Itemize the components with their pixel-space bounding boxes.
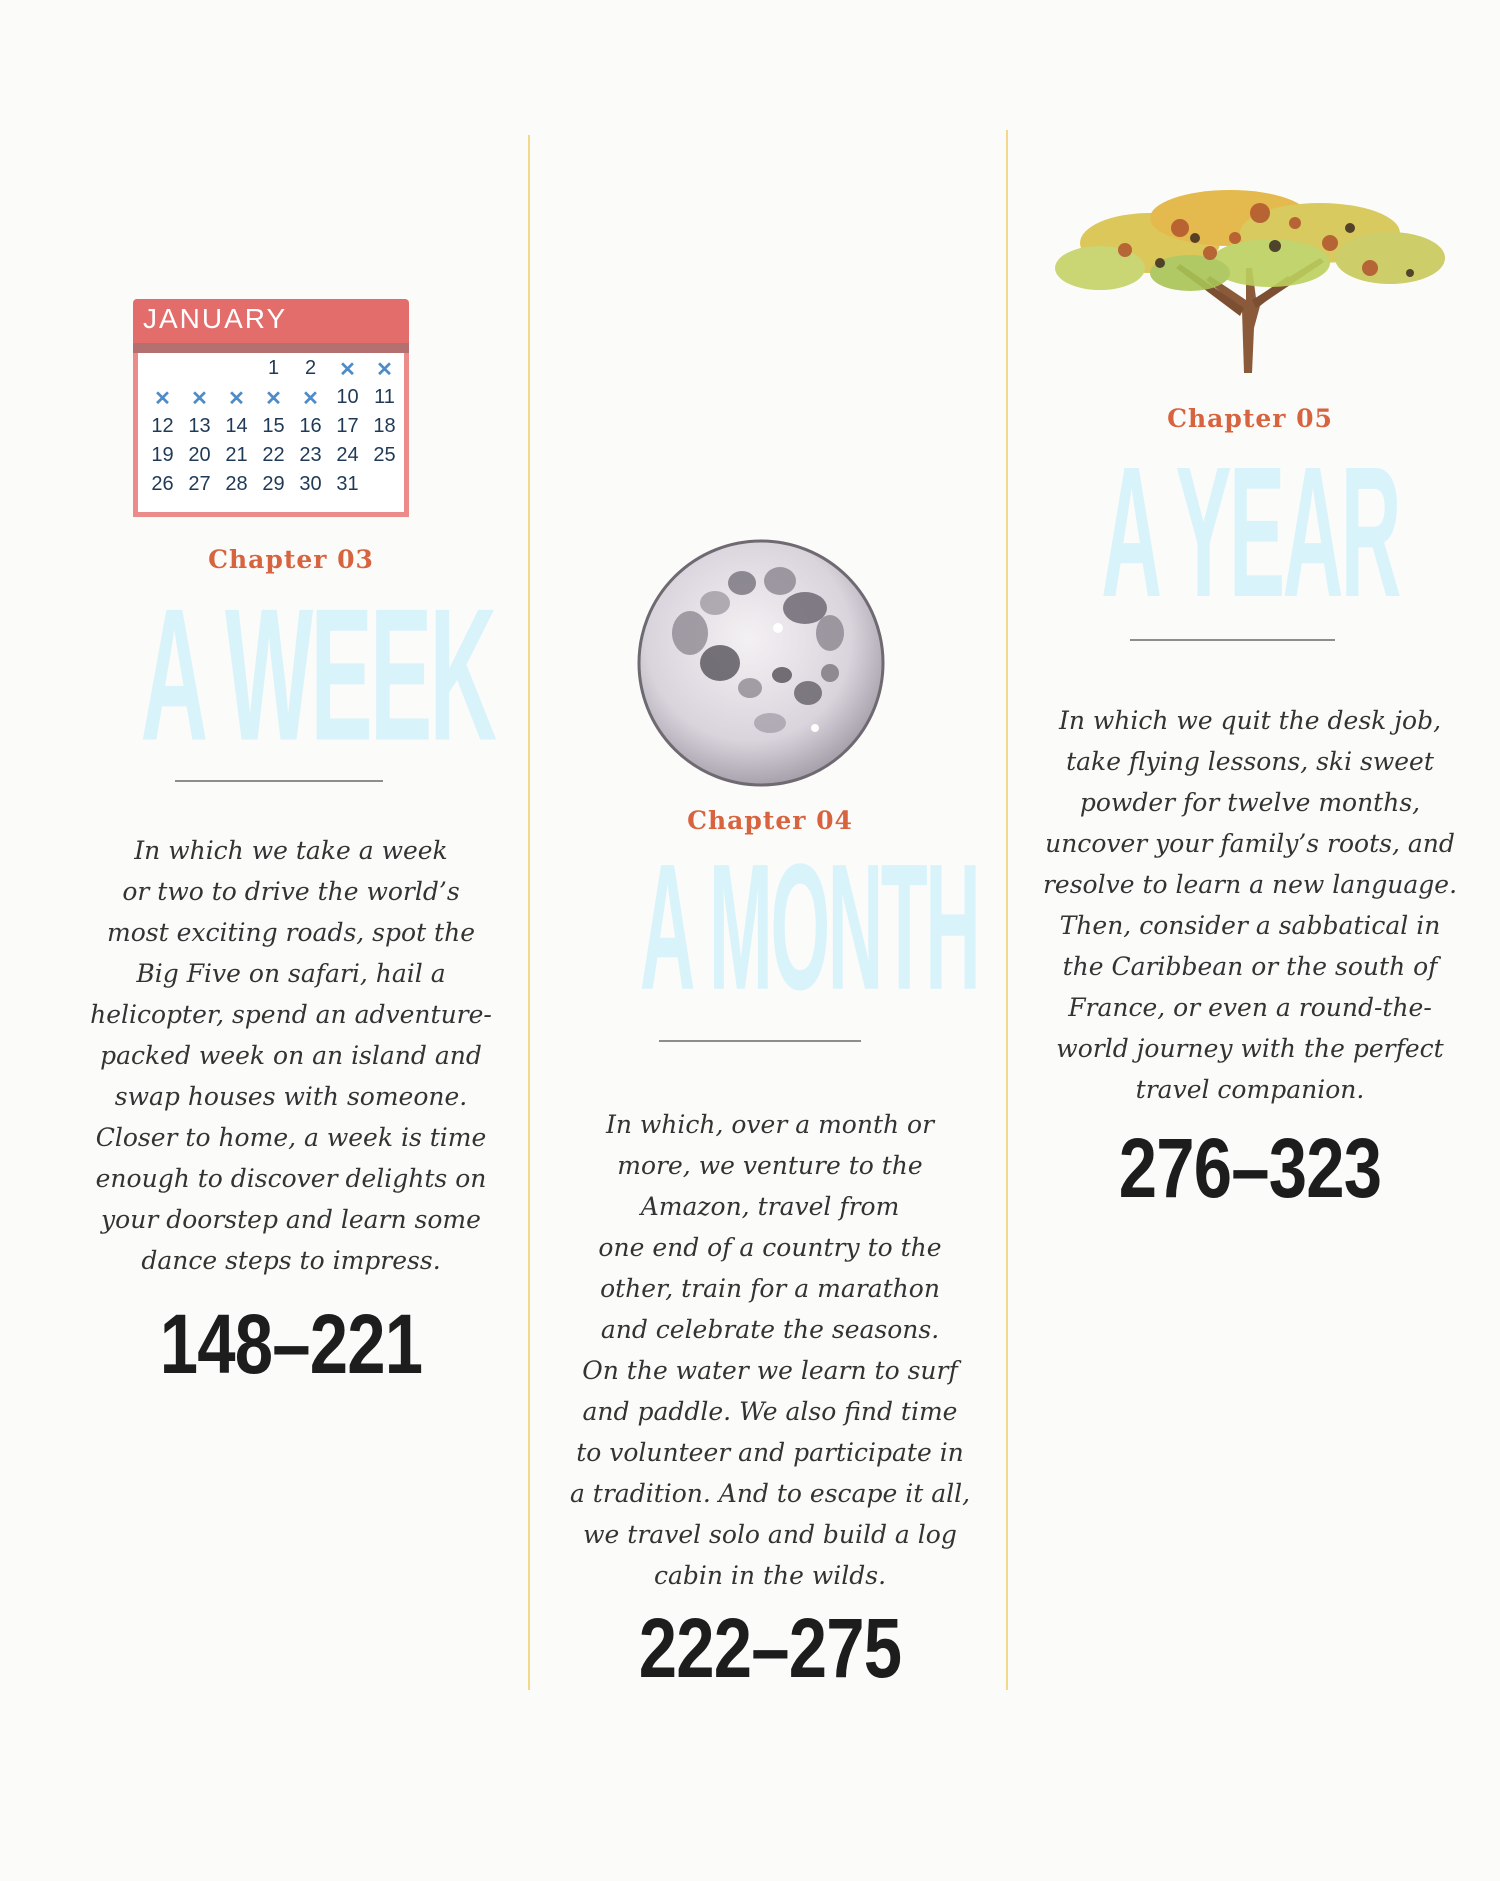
calendar-day: 30 [299, 473, 322, 495]
title-rule [1130, 639, 1335, 641]
chapter-label: Chapter 05 [1167, 404, 1333, 433]
calendar-day-crossed: ✕ [154, 388, 171, 410]
chapter-title: A MONTH [639, 827, 979, 1028]
calendar-month: JANUARY [143, 303, 288, 334]
calendar-day-crossed: ✕ [228, 388, 245, 410]
column-divider-right [1006, 130, 1008, 1690]
calendar-day-crossed: ✕ [376, 359, 393, 381]
calendar-day: 14 [225, 415, 248, 437]
chapter-description: In which, over a month or more, we venture to the Amazon, travel from one end of a country to the other, train for a marathon and celebrate the seasons. On the water we learn to surf and paddle. We also find time to volunteer and participate in a tradition. And to escape it all, we travel solo and build a log cabin in the wilds. [569, 1110, 971, 1590]
calendar-day: 29 [262, 473, 285, 495]
calendar-day: 28 [225, 473, 248, 495]
calendar-day: 12 [151, 415, 174, 437]
calendar-day: 19 [151, 444, 174, 466]
title-rule [659, 1040, 861, 1042]
calendar-day-crossed: ✕ [265, 388, 282, 410]
calendar-day: 24 [336, 444, 359, 466]
calendar-day: 26 [151, 473, 174, 495]
calendar-day: 27 [188, 473, 211, 495]
chapter-04-column [560, 0, 980, 1881]
calendar-day: 1 [267, 357, 280, 379]
calendar-day-crossed: ✕ [191, 388, 208, 410]
page-range: 276–323 [1118, 1121, 1382, 1215]
calendar-day: 25 [373, 444, 396, 466]
calendar-day: 31 [336, 473, 359, 495]
calendar-day: 23 [299, 444, 322, 466]
calendar-day: 18 [373, 415, 396, 437]
chapter-title: A WEEK [140, 568, 495, 781]
calendar-day-crossed: ✕ [302, 388, 319, 410]
calendar-day [181, 357, 218, 386]
chapter-title: A YEAR [1101, 429, 1399, 637]
page-range: 222–275 [638, 1601, 902, 1695]
calendar-day: 15 [262, 415, 285, 437]
page-range: 148–221 [159, 1297, 423, 1391]
calendar-day: 21 [225, 444, 248, 466]
calendar-day [218, 357, 255, 386]
calendar-grid [144, 357, 403, 502]
chapter-description: In which we quit the desk job, take flying lessons, ski sweet powder for twelve months, uncover your family’s roots, and resolve to learn a new language. Then, consider a sabbatical in the Caribbean or the south of France, or even a round-the- world journey with the perfect travel companion. [1042, 706, 1458, 1104]
chapter-description: In which we take a week or two to drive the world’s most exciting roads, spot the Big Five on safari, hail a helicopter, spend an adventure- packed week on an island and swap houses with someone. Closer to home, a week is time enough to discover delights on your doorstep and learn some dance steps to impress. [90, 836, 492, 1275]
calendar-day: 10 [336, 386, 359, 408]
calendar-day [366, 473, 403, 502]
moon-icon [630, 533, 892, 793]
calendar-icon [133, 287, 409, 517]
chapter-03-column [82, 0, 500, 1881]
calendar-day [144, 357, 181, 386]
calendar-day: 2 [304, 357, 317, 379]
tree-icon [1030, 188, 1470, 378]
calendar-day-crossed: ✕ [339, 359, 356, 381]
calendar-day: 20 [188, 444, 211, 466]
chapter-label: Chapter 04 [687, 806, 853, 835]
calendar-day: 11 [374, 386, 395, 408]
chapter-label: Chapter 03 [208, 545, 374, 574]
calendar-day: 22 [262, 444, 285, 466]
calendar-day: 13 [188, 415, 211, 437]
calendar-day: 17 [336, 415, 359, 437]
calendar-day: 16 [299, 415, 322, 437]
column-divider-left [528, 135, 530, 1690]
title-rule [175, 780, 383, 782]
